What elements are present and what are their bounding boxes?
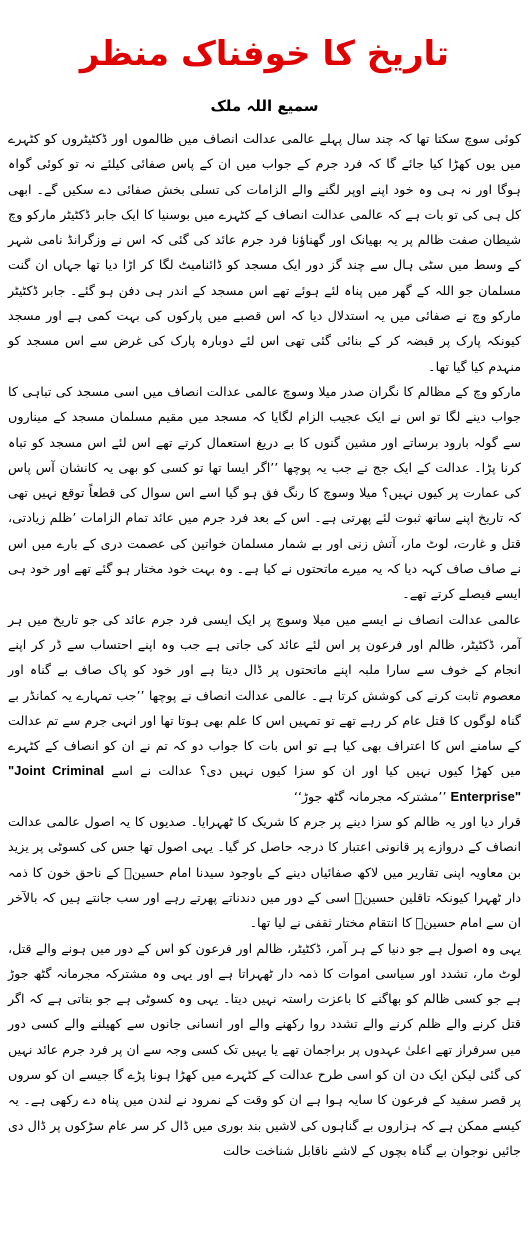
article-paragraph-4: قرار دیا اور یہ ظالم کو سزا دینے پر جرم کا شریک کا ٹھہرایا۔ صدیوں کا یہ اصول عالمی عدالت انصاف کے دروازے پر قانونی اعتبار کا درجہ حاصل کر گیا۔ یہی اصول تھا جس کی کسوٹی پر یزید بن معاویہ اپنی تقاریر میں لاکھ صفائیاں دینے کے باوجود سیدنا امام حسینؓ کے ناحق خون کا ذمہ دار ٹھہرا کیونکہ تاقلین حسینؓ اسی کے دور میں دندناتے پھرتے رہے اور سب جانتے ہیں کہ بالآخر ان سے امام حسینؓ کا انتقام مختار ثقفی نے لیا تھا۔ xyxy=(8,814,521,931)
article-paragraph-3 xyxy=(8,607,521,809)
paragraph-3-text: عالمی عدالت انصاف نے ایسے میں میلا وسوچ پر ایک ایسی فرد جرم عائد کی جو تاریخ میں ہر آمر، ڈکٹیٹر، ظالم اور فرعون پر اس لئے عائد کی جاتی ہے جب وہ اپنے احتساب سے ڈر کر اپنے انجام کے خوف سے سارا ملبہ اپنے ماتحتوں پر ڈال دیتا ہے اور خود کو پاک صاف بے گناہ اور معصوم ثابت کرنے کی کوشش کرتا ہے۔ عالمی عدالت انصاف نے پوچھا ’’جب تمہارے یہ کمانڈر بے گناہ لوگوں کا قتل عام کر رہے تھے تو تمہیں اس کا علم بھی ہوتا تھا اور انہی جرم سے تم عدالت کے سامنے اس کا اعتراف بھی کیا ہے تو اس بات کا جواب دو کہ تم نے ان کو انصاف کے کٹہرے میں کھڑا کیوں نہیں کیا اور ان کو سزا کیوں نہیں دی؟ عدالت نے اسے xyxy=(8,611,521,779)
article-paragraph-2: مارکو وچ کے مظالم کا نگران صدر میلا وسوچ عالمی عدالت انصاف میں اسی مسجد کی تباہی کا جواب دینے لگا تو اس نے ایک عجیب الزام لگایا کہ مسجد میں مقیم مسلمان مسجد کے میناروں سے گولہ بارود برساتے اور مشین گنوں کا بے دریغ استعمال کرتے تھے اس لئے اس مسجد کو تباہ کرنا پڑا۔ عدالت کے ایک جج نے جب یہ پوچھا ’’اگر ایسا تھا تو کسی کو بھی یہ کانشان آس پاس کی عمارت پر کیوں نہیں؟ میلا وسوچ کا رنگ فق ہو گیا اسے اس سوال کی قطعاً توقع نہیں تھی کہ تاریخ اپنے ساتھ ثبوت لئے پھرتی ہے۔ اس کے بعد فرد جرم میں عائد تمام الزامات ’ظلم زیادتی، قتل و غارت، لوٹ مار، آتش زنی اور بے شمار مسلمان خواتین کی عصمت دری کے بارے میں اس نے صاف صاف کہہ دیا کہ یہ میرے ماتحتوں نے کیا ہے۔ وہ بہت خود مختار ہو گئے تھے اور خود ہی ایسے فیصلے کرتے تھے۔ xyxy=(8,383,521,602)
article-paragraph-1: کوئی سوچ سکتا تھا کہ چند سال پہلے عالمی عدالت انصاف میں ظالموں اور ڈکٹیٹروں کو کٹہرے میں یوں کھڑا کیا جائے گا کہ فرد جرم کے جواب میں ان کے پاس صفائی کیلئے نہ تو کوئی گواہ ہوگا اور نہ ہی وہ خود اپنے اوپر لگنے والے الزامات کی تسلی بخش صفائی دے سکیں گے۔ ابھی کل ہی کی تو بات ہے کہ عالمی عدالت انصاف کے کٹہرے میں بوسنیا کا ایک جابر ڈکٹیٹر مارکو وچ شیطان صفت ظالم پر یہ بھیانک اور گھناؤنا فرد جرم عائد کی گئی کہ اس نے وزگرانڈ نامی شہر کے وسط میں سٹی ہال سے چند گز دور ایک مسجد کو ڈائنامیٹ لگا کر اڑا دیا تھا جہاں ان گنت مسلمان جو اللہ کے گھر میں پناہ لئے ہوئے تھے اس مسجد کے اندر ہی دفن ہو گئے۔ جابر ڈکٹیٹر مارکو وچ نے صفائی میں یہ استدلال دیا کہ اس قصبے میں پارکوں کی بہت کمی ہے اور مسجد کیونکہ پارک پر قبضہ کر کے بنائی گئی تھی اس لئے دوبارہ پارک کی غرض سے اس مسجد کو منہدم کیا گیا تھا۔ xyxy=(8,131,521,374)
article-paragraph-5: یہی وہ اصول ہے جو دنیا کے ہر آمر، ڈکٹیٹر، ظالم اور فرعون کو اس کے دور میں ہونے والے قتل، لوٹ مار، تشدد اور سیاسی اموات کا ذمہ دار ٹھہراتا ہے اور یہی وہ مشترکہ مجرمانہ گٹھ جوڑ ہے جو کسی ظالم کو بھاگنے کا باعزت راستہ نہیں دیتا۔ یہی وہ کسوٹی ہے جو بتاتی ہے کہ اگر قتل کرنے والے ظلم کرنے والے تشدد روا رکھنے والے اور انسانی جانوں سے کھیلنے والے کسی دور میں سرفراز تھے اعلیٰ عہدوں پر براجمان تھے یا یہیں تک کسی وجہ سے ان پر فرد جرم عائد نہیں کی گئی لیکن ایک دن ان کو اسی طرح عدالت کے کٹہرے میں کھڑا ہونا پڑے گا جیسے ان کو سروں پر قصر سفید کے فرعون کا سایہ ہوا ہے ان کو وقت کے نمرود نے لندن میں پناہ دے رکھی ہے۔ یہ کیسے ممکن ہے کہ ہزاروں بے گناہوں کی لاشیں بند بوری میں ڈال کر سر عام سڑکوں پر ڈال دی جائیں نوجوان بے گناہ بچوں کے لاشے ناقابل شناخت حالت xyxy=(8,940,521,1158)
article-body xyxy=(8,126,521,1163)
urdu-term: ’’مشترکہ مجرمانہ گٹھ جوڑ‘‘ xyxy=(293,788,447,804)
english-term: "Joint Criminal Enterprise" xyxy=(8,763,521,804)
author-name: سمیع اللہ ملک xyxy=(210,97,319,115)
article-title: تاریخ کا خوفناک منظر xyxy=(79,34,450,74)
